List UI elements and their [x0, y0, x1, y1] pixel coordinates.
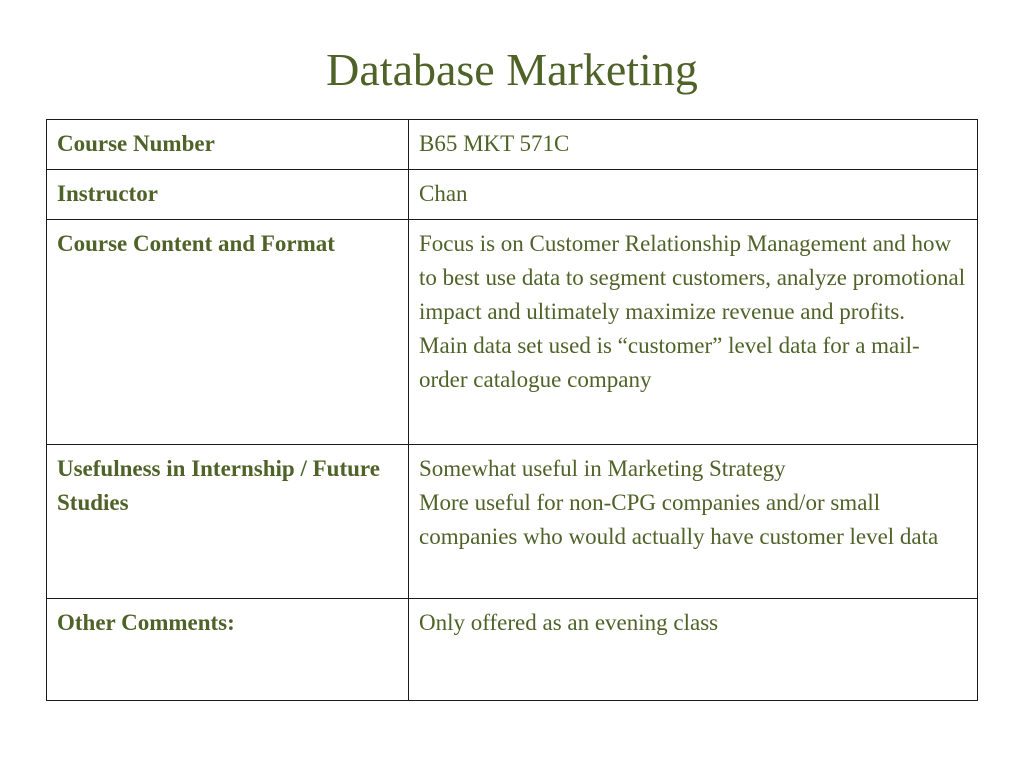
row-value — [409, 170, 978, 220]
table-row-course-content — [47, 220, 978, 445]
row-label: Other Comments: — [47, 599, 409, 701]
row-value — [409, 445, 978, 599]
value-line: Somewhat useful in Marketing Strategy — [419, 456, 786, 481]
table-row-instructor — [47, 170, 978, 220]
course-info-table — [46, 119, 978, 701]
row-label: Course Number — [47, 120, 409, 170]
value-line: B65 MKT 571C — [419, 131, 570, 156]
value-line: Only offered as an evening class — [419, 610, 719, 635]
row-value — [409, 220, 978, 445]
value-line: Main data set used is “customer” level data for a mail-order catalogue company — [419, 333, 920, 392]
row-label: Instructor — [47, 170, 409, 220]
slide-title: Database Marketing — [326, 44, 698, 95]
value-line: More useful for non-CPG companies and/or small companies who would actually have customer level data — [419, 490, 939, 549]
row-value — [409, 599, 978, 701]
table-row-other-comments — [47, 599, 978, 701]
row-label: Course Content and Format — [47, 220, 409, 445]
row-value — [409, 120, 978, 170]
value-line: Chan — [419, 181, 468, 206]
table-row-course-number — [47, 120, 978, 170]
row-label: Usefulness in Internship / Future Studies — [47, 445, 409, 599]
table-row-usefulness — [47, 445, 978, 599]
value-line: Focus is on Customer Relationship Management and how to best use data to segment customers, analyze promotional impact and ultimately maximize revenue and profits. — [419, 231, 966, 324]
